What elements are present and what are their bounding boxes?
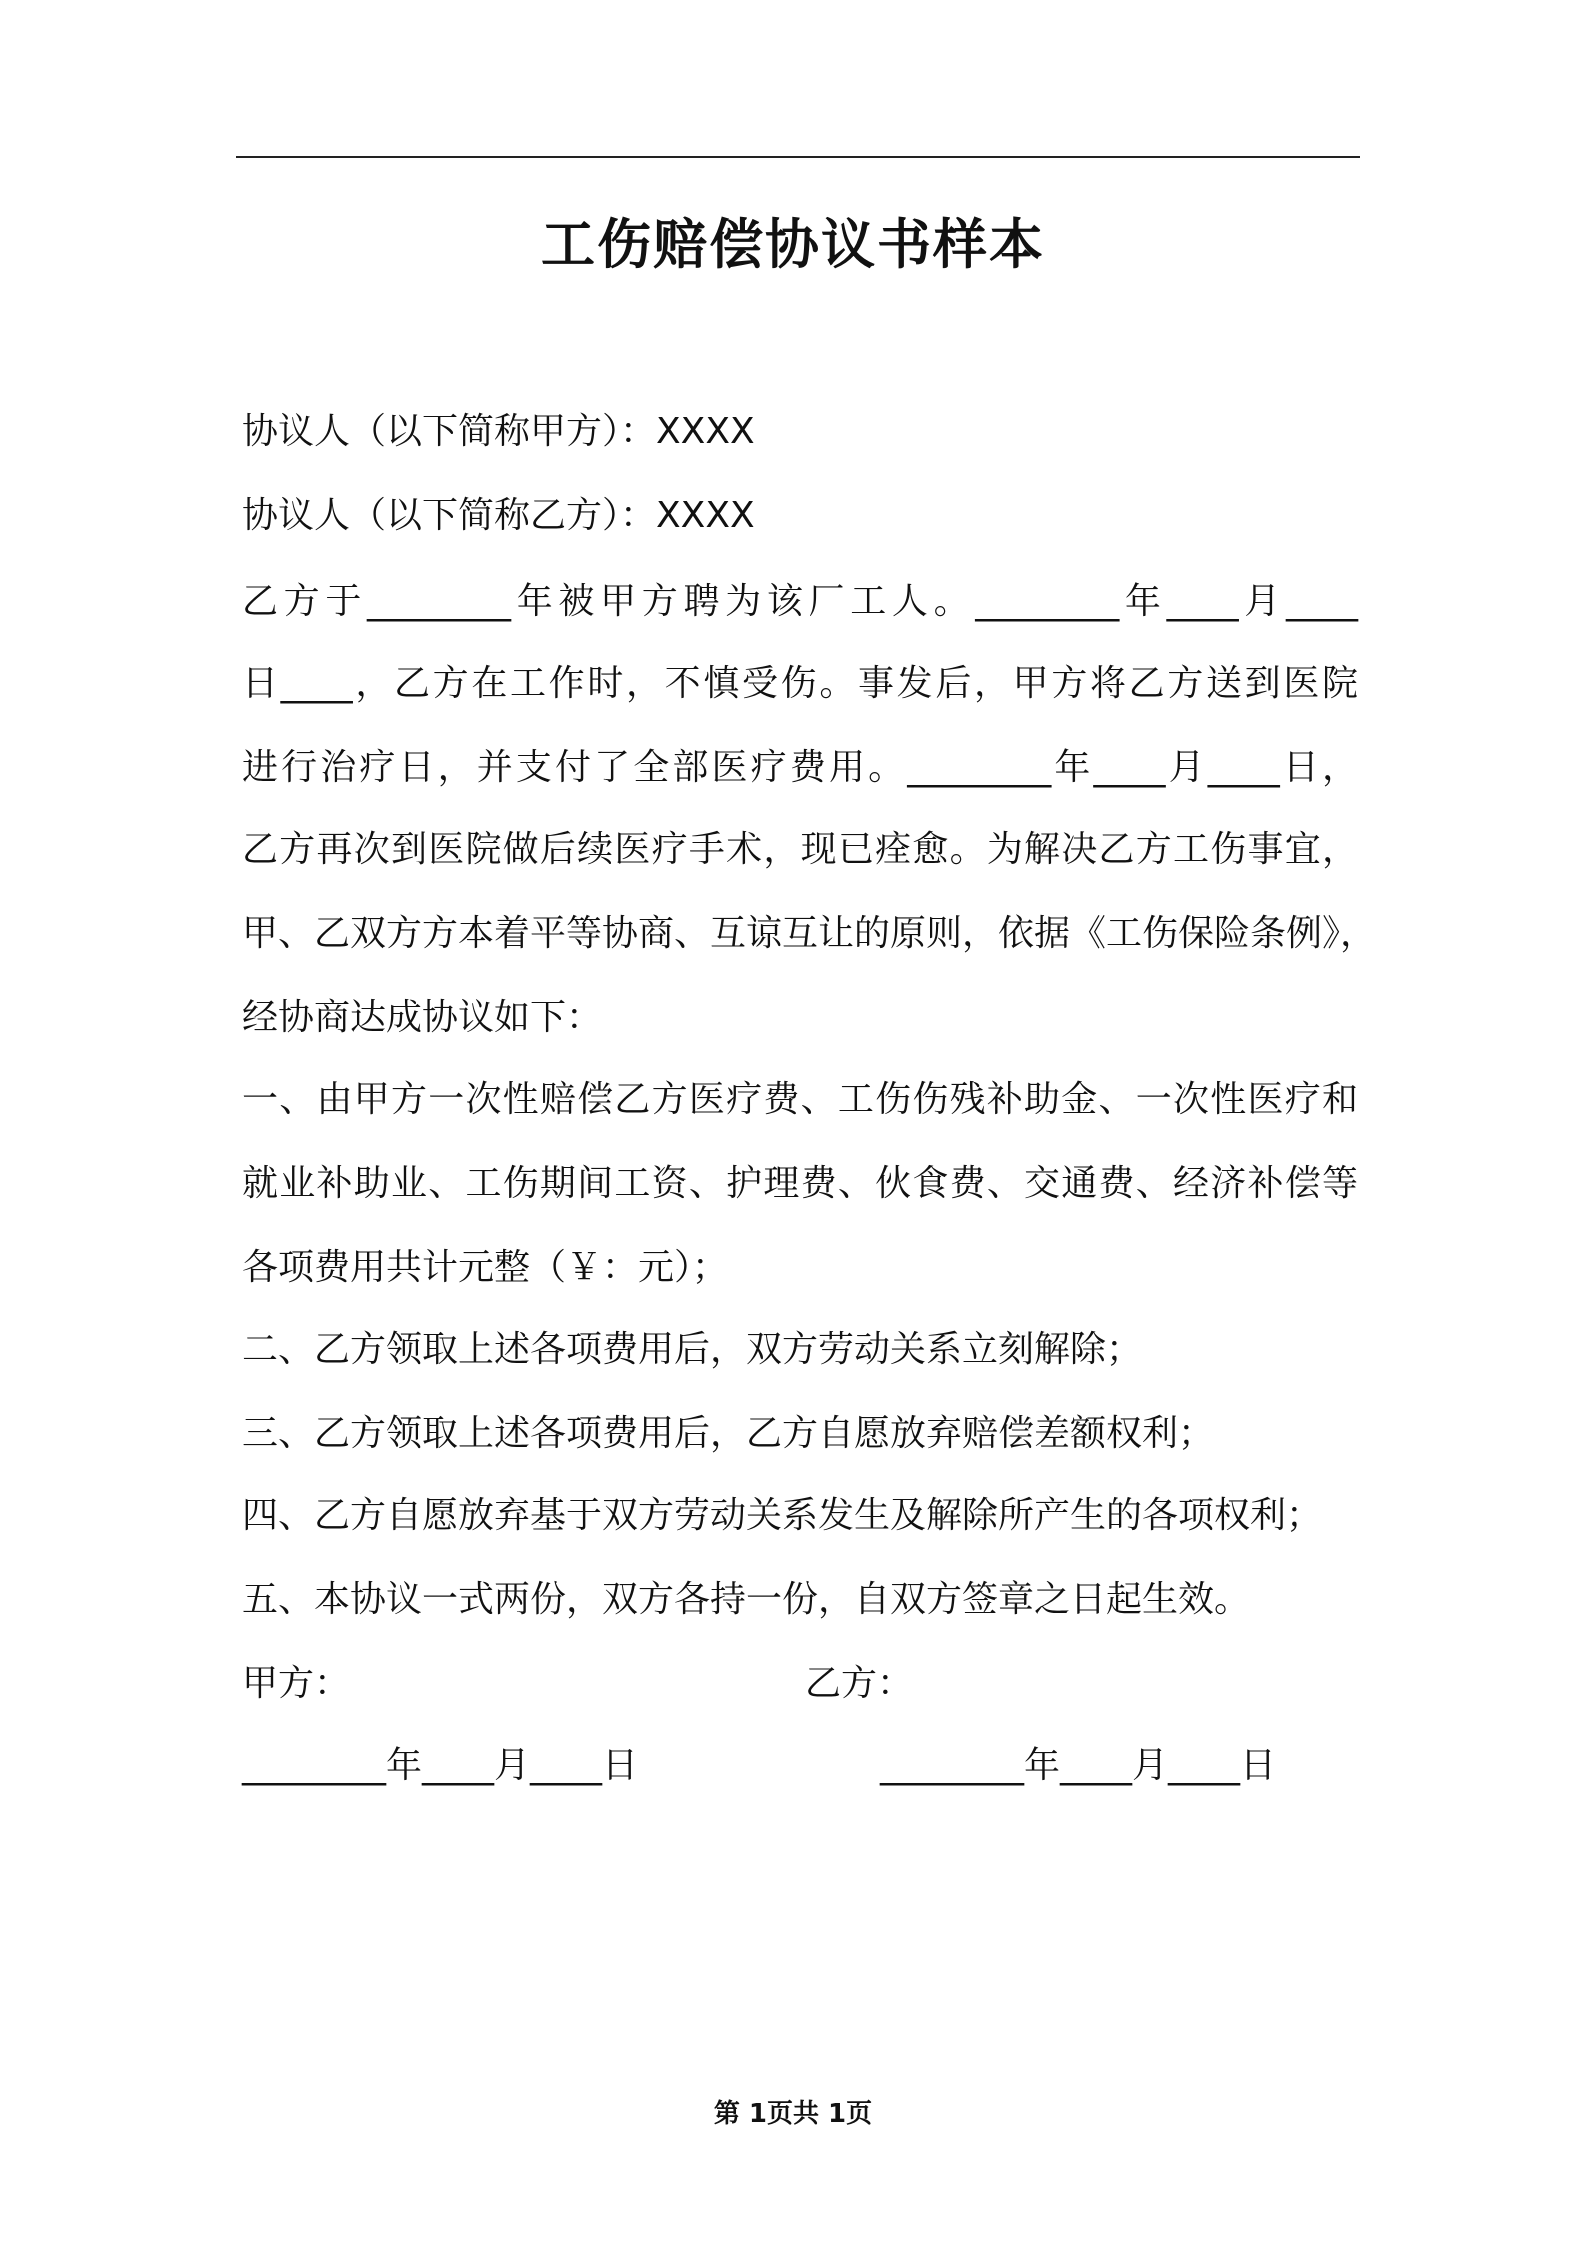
clause-2-line: 二、乙方领取上述各项费用后，双方劳动关系立刻解除； bbox=[242, 1329, 1143, 1370]
body-line: 经协商达成协议如下： bbox=[242, 997, 603, 1038]
clause-3-line: 三、乙方领取上述各项费用后，乙方自愿放弃赔偿差额权利； bbox=[242, 1413, 1215, 1454]
party-a-date: ________年____月____日 bbox=[242, 1745, 638, 1786]
document-title: 工伤赔偿协议书样本 bbox=[541, 213, 1045, 276]
body-line: 乙方再次到医院做后续医疗手术，现已痊愈。为解决乙方工伤事宜， bbox=[242, 829, 1358, 870]
header-rule bbox=[236, 156, 1360, 158]
page-number-footer: 第 1页共 1页 bbox=[713, 2099, 873, 2129]
party-b-date: ________年____月____日 bbox=[880, 1745, 1276, 1786]
body-line: 日____，乙方在工作时，不慎受伤。事发后，甲方将乙方送到医院 bbox=[242, 663, 1358, 704]
party-b-line: 协议人（以下简称乙方）：XXXX bbox=[242, 495, 755, 536]
party-b-signature-label: 乙方： bbox=[805, 1663, 914, 1704]
body-line: 乙方于________年被甲方聘为该厂工人。________年____月____ bbox=[242, 581, 1358, 622]
clause-4-line: 四、乙方自愿放弃基于双方劳动关系发生及解除所产生的各项权利； bbox=[242, 1495, 1323, 1536]
clause-5-line: 五、本协议一式两份，双方各持一份，自双方签章之日起生效。 bbox=[242, 1579, 1251, 1620]
body-line: 进行治疗日，并支付了全部医疗费用。________年____月____日， bbox=[242, 747, 1358, 788]
body-line: 甲、乙双方方本着平等协商、互谅互让的原则，依据《工伤保险条例》， bbox=[242, 913, 1377, 954]
clause-1-line: 就业补助业、工伤期间工资、护理费、伙食费、交通费、经济补偿等 bbox=[242, 1163, 1358, 1204]
clause-1-line: 一、由甲方一次性赔偿乙方医疗费、工伤伤残补助金、一次性医疗和 bbox=[242, 1079, 1358, 1120]
clause-1-line: 各项费用共计元整（￥：元）； bbox=[242, 1247, 729, 1288]
party-a-signature-label: 甲方： bbox=[242, 1663, 351, 1704]
party-a-line: 协议人（以下简称甲方）：XXXX bbox=[242, 411, 755, 452]
